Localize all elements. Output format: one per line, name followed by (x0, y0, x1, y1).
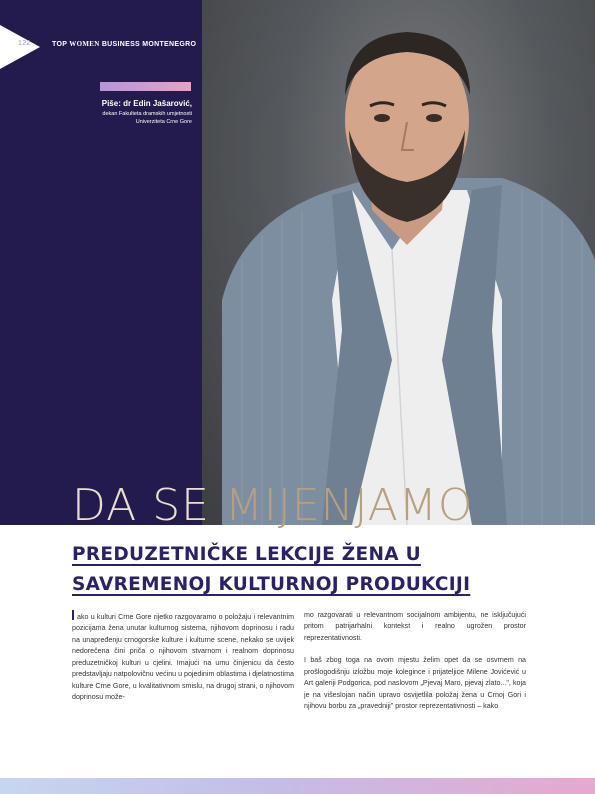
portrait-illustration (202, 0, 595, 525)
magazine-suffix: BUSINESS MONTENEGRO (99, 41, 197, 48)
magazine-prefix: TOP (52, 41, 70, 48)
dropcap-marker (72, 610, 74, 620)
author-role-line2: Univerziteta Crne Gore (135, 118, 192, 125)
magazine-women: WOMEN (69, 40, 100, 48)
subtitle-line1: PREDUZETNIČKE LEKCIJE ŽENA U (72, 544, 421, 565)
body-column-right (304, 610, 526, 724)
article-subtitle (72, 540, 542, 600)
body-right-paragraph-1: mo razgovarati u relevantnom socijalnom ambijentu, ne isključujući pritom patrijarhalni kontekst i realno ugrožen prostor reprezentativnosti. (304, 611, 526, 642)
headline-part1: DA SE (72, 480, 225, 531)
footer-gradient-bar (0, 778, 595, 794)
page-number: 122 (18, 40, 31, 47)
body-right-paragraph-2: I baš zbog toga na ovom mjestu želim opet da se osvrnem na prošlogodišnju izložbu moje kolegince i prijateljice Milene Jovićević u Art galeriji Podgorica, pod naslovom „Pjevaj Maro, pjevaj zlato...", koja je na višeslojan način upravo osvijetlila položaj žena u Crnoj Gori i njihovu borbu za „pravedniji" prostor reprezentativnosti – kako (304, 656, 526, 711)
author-photo (202, 0, 595, 525)
author-role (102, 111, 192, 127)
author-accent-bar (100, 82, 191, 91)
body-left-text: ako u kulturi Crne Gore rijetko razgovaramo o položaju i relevantnim pozicijama žena unutar kulturnog sistema, njihovom doprinosu i radu na unapređenju crnogorske kulture i kulturne scene, nekako se uvijek nedorečena čini priča o njihovom stvarnom i realnom doprinosu preduzetničkoj kulturi u cjelini. Imajući na umu činjenicu da često predstavljaju natpolovičnu većinu u pojedinim oblastima i djelatnostima kulture Crne Gore, u kvalitativnom smislu, na drugoj strani, o njihovom doprinosu može- (72, 613, 295, 702)
headline-part2: MIJENJAMO (224, 480, 474, 531)
author-role-line1: dekan Fakulteta dramskih umjetnosti (102, 111, 192, 117)
page-corner-marker (0, 25, 40, 69)
subtitle-line2: SAVREMENOJ KULTURNOJ PRODUKCIJI (72, 574, 471, 595)
magazine-title (52, 40, 196, 48)
body-column-left (72, 610, 294, 715)
sidebar-panel (0, 0, 202, 525)
article-headline (72, 480, 474, 531)
author-name: Piše: dr Edin Jašarović, (101, 99, 192, 108)
